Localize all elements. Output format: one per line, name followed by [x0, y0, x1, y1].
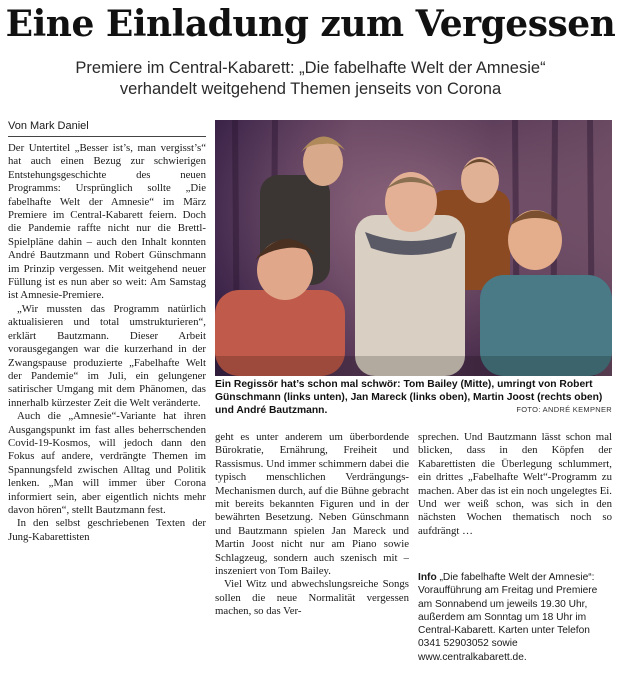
- paragraph: In den selbst geschriebenen Texten der Jung-Kabarettisten: [8, 517, 206, 543]
- paragraph: Auch die „Amnesie“-Variante hat ihren Ausgangspunkt im fast alles beherrschenden Covid-19-Kosmos, will jedoch dann den Fokus auf andere, verdrängte Themen im Spannungsfeld zwischen Alltag und Politik lenken. „Man will immer über Corona informiert sein, aber eigentlich nichts mehr davon hören“, stellt Bautzmann fest.: [8, 410, 206, 516]
- subheadline: [0, 58, 621, 100]
- article-column-2: [215, 431, 409, 677]
- subheadline-line: verhandelt weitgehend Themen jenseits von Corona: [119, 80, 502, 98]
- paragraph: „Wir mussten das Programm natürlich aktualisieren und total umstrukturieren“, erklärt Bautzmann. Dieser Arbeit vorausgegangen war die kurzerhand in der Zwangspause produzierte „Fabelhafte Welt der Pandemie“ im Juli, ein gelungener satirischer Umgang mit dem Phänomen, das innerhalb kürzester Zeit die Welt veränderte.: [8, 302, 206, 409]
- paragraph: Viel Witz und abwechslungsreiche Songs sollen die neue Normalität vergessen machen, so das Ver-: [215, 578, 409, 618]
- info-label: Info: [418, 572, 437, 583]
- photo-caption: Ein Regissör hat’s schon mal schwör: Tom Bailey (Mitte), umringt von Robert Günschmann (links unten), Jan Mareck (links oben), Martin Joost (rechts oben) und André Bautzmann.: [215, 379, 603, 416]
- article-column-1: [8, 142, 206, 677]
- paragraph: geht es unter anderem um überbordende Bürokratie, Ernährung, Freiheit und Rassismus. Und immer schimmern dabei die typisch menschlichen Verdrängungs-Mechanismen durch, auf die Bühne gebracht mit bereits bekannten Figuren und in der bewährten Besetzung. Neben Günschmann und Bautzmann spielen Jan Mareck und Martin Joost nicht nur am Piano sowie Schlagzeug, sondern auch szenisch mit – inszeniert von Tom Bailey.: [215, 431, 409, 578]
- article-photo: [215, 120, 612, 376]
- info-text: „Die fabelhafte Welt der Amnesie“: Voraufführung am Freitag und Premiere am Sonnabend um jeweils 19.30 Uhr, außerdem am Sonntag um 18 Uhr im Central-Kabarett. Karten unter Telefon 0341 52903052 sowie www.centralkabarett.de.: [418, 572, 598, 663]
- paragraph: Der Untertitel „Besser ist’s, man vergisst’s“ hat auch einen Bezug zur schwierigen Entstehungsgeschichte des neuen Programms: Ursprünglich sollte „Die fabelhafte Welt der Amnesie“ im März Premiere im Central-Kabarett feiern. Doch die Pandemie raffte nicht nur die Brettl-Spielpläne dahin – auch den Inhalt konnten André Bautzmann und Robert Günschmann im Prinzip vergessen. Mit weitgehend neuer Füllung ist es nun aber so weit: Am Samstag ist Amnesie-Premiere.: [8, 142, 206, 302]
- paragraph: sprechen. Und Bautzmann lässt schon mal blicken, dass in den Köpfen der Kabarettisten die Überlegung schlummert, ein drittes „Fabelhafte Welt“-Programm zu machen. Aber das ist ein noch ungelegtes Ei. Und wer weiß schon, was sich in den nächsten Wochen thematisch noch so aufdrängt …: [418, 431, 612, 537]
- subheadline-line: Premiere im Central-Kabarett: „Die fabelhafte Welt der Amnesie“: [75, 59, 546, 77]
- article-column-3: [418, 431, 612, 571]
- info-box: [418, 571, 612, 664]
- photo-credit: FOTO: ANDRÉ KEMPNER: [516, 405, 612, 414]
- headline: Eine Einladung zum Vergessen: [5, 3, 616, 45]
- byline: Von Mark Daniel: [8, 120, 206, 137]
